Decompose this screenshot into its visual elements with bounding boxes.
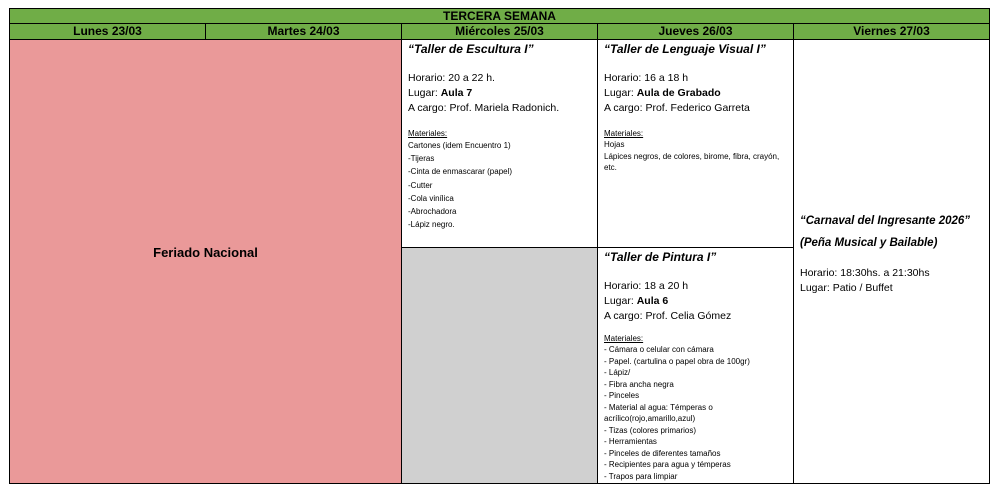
event-title: “Taller de Lenguaje Visual I” (604, 42, 766, 56)
material-item: -Cinta de enmascarar (papel) (408, 167, 513, 177)
holiday-label: Feriado Nacional (153, 245, 258, 260)
material-item: -Lápiz negro. (408, 220, 455, 230)
event-lenguaje-visual (598, 40, 794, 248)
materials-label: Materiales: (604, 334, 644, 343)
material-item: - Papel. (cartulina o papel obra de 100gr) (604, 356, 750, 366)
event-horario: Horario: 16 a 18 h (604, 72, 689, 84)
material-item: -Abrochadora (408, 207, 457, 217)
event-horario: Horario: 18:30hs. a 21:30hs (800, 267, 930, 279)
material-item: - Fibra ancha negra (604, 379, 674, 389)
event-lugar: Lugar: Patio / Buffet (800, 282, 893, 294)
material-item: -Tijeras (408, 154, 435, 164)
material-item: -Cola vinílica (408, 193, 454, 203)
event-cargo: A cargo: Prof. Federico Garreta (604, 102, 750, 114)
event-title: “Taller de Pintura I” (604, 250, 717, 264)
material-item: - Lápiz/ (604, 368, 631, 377)
event-subtitle: (Peña Musical y Bailable) (800, 237, 938, 249)
event-lugar: Lugar: Aula de Grabado (604, 87, 721, 99)
material-item: - Recipientes para agua y témperas (604, 460, 731, 469)
event-title: “Carnaval del Ingresante 2026” (800, 215, 971, 227)
schedule-table (9, 8, 990, 484)
day-header-monday: Lunes 23/03 (10, 24, 206, 40)
week-title: TERCERA SEMANA (10, 9, 989, 24)
event-title: “Taller de Escultura I” (408, 42, 534, 56)
material-item: - Tizas (colores primarios) (604, 425, 697, 435)
event-lugar: Lugar: Aula 6 (604, 295, 669, 307)
event-horario: Horario: 20 a 22 h. (408, 72, 495, 84)
event-pintura (598, 248, 794, 483)
material-item: Cartones (idem Encuentro 1) (408, 141, 511, 150)
event-carnaval (794, 40, 989, 483)
materials-label: Materiales: (408, 129, 448, 138)
material-item: - Cámara o celular con cámara (604, 345, 714, 354)
event-cargo: A cargo: Prof. Mariela Radonich. (408, 102, 560, 114)
event-lugar: Lugar: Aula 7 (408, 87, 473, 99)
material-item: Lápices negros, de colores, birome, fibra, crayón, etc. (604, 151, 780, 172)
material-item: Hojas (604, 140, 625, 149)
event-escultura (402, 40, 598, 248)
material-item: - Material al agua: Témperas o acrílico(rojo,amarillo,azul) (604, 402, 713, 423)
day-header-thursday: Jueves 26/03 (598, 24, 794, 40)
material-item: - Pinceles (604, 391, 640, 400)
material-item: -Cutter (408, 180, 433, 190)
event-horario: Horario: 18 a 20 h (604, 280, 689, 292)
holiday-cell (10, 40, 402, 483)
day-header-friday: Viernes 27/03 (794, 24, 989, 40)
material-item: - Herramientas (604, 437, 657, 446)
event-cargo: A cargo: Prof. Celia Gómez (604, 310, 732, 322)
material-item: - Pinceles de diferentes tamaños (604, 448, 721, 458)
empty-cell (402, 248, 598, 483)
materials-label: Materiales: (604, 129, 644, 138)
day-header-wednesday: Miércoles 25/03 (402, 24, 598, 40)
day-header-tuesday: Martes 24/03 (206, 24, 402, 40)
material-item: - Trapos para limpiar (604, 471, 678, 481)
